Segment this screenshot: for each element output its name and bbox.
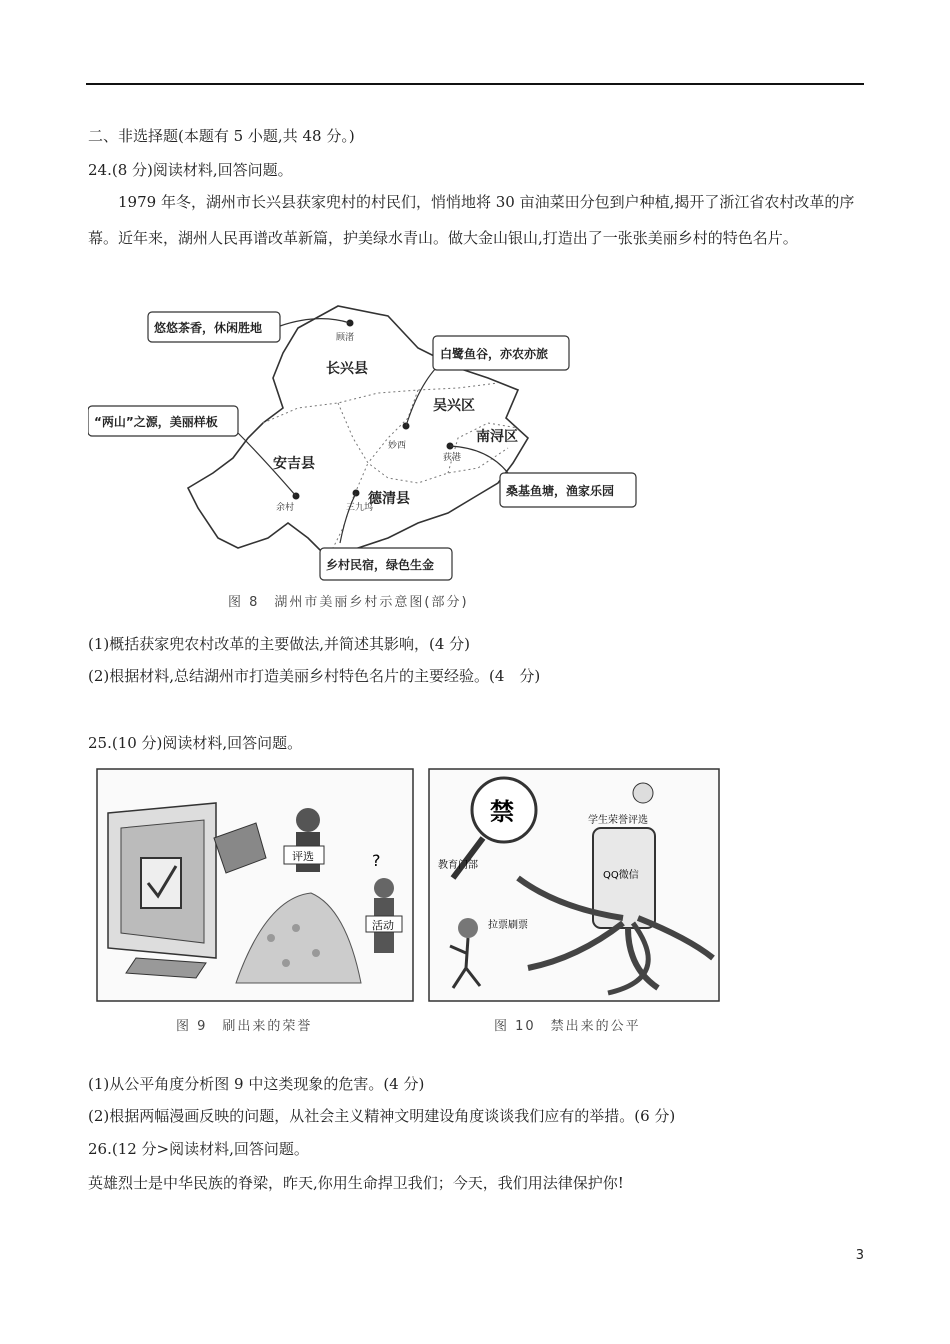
place-digang: 荻港 bbox=[443, 453, 462, 463]
place-sanjiuwu: 三九坞 bbox=[346, 503, 374, 513]
region-changxing: 长兴县 bbox=[326, 361, 368, 377]
q24-title: 24.(8 分)阅读材料,回答问题。 bbox=[88, 161, 293, 179]
cartoon-fig9 bbox=[96, 768, 414, 1042]
fig10-label-lapiao: 拉票刷票 bbox=[488, 920, 528, 931]
box-guzhu: 悠悠茶香，休闲胜地 bbox=[154, 321, 263, 335]
header-rule bbox=[86, 83, 864, 85]
q25-sub2: (2)根据两幅漫画反映的问题，从社会主义精神文明建设角度谈谈我们应有的举措。(6 分) bbox=[88, 1107, 676, 1125]
map-caption: 图 8 湖州市美丽乡村示意图(部分) bbox=[228, 595, 469, 610]
fig9-label-huodong: 活动 bbox=[372, 919, 394, 932]
region-deqing: 德清县 bbox=[368, 491, 410, 507]
fig10-caption: 图 10 禁出来的公平 bbox=[494, 1019, 641, 1034]
box-sanjiuwu: 乡村民宿，绿色生金 bbox=[326, 558, 435, 572]
fig9-label-pingxuan: 评选 bbox=[292, 850, 314, 863]
q25-title: 25.(10 分)阅读材料,回答问题。 bbox=[88, 734, 303, 752]
q25-sub1: (1)从公平角度分析图 9 中这类现象的危害。(4 分) bbox=[88, 1075, 425, 1093]
region-wuxing: 吴兴区 bbox=[433, 398, 475, 414]
fig10-label-jiaoyubu: 教育门部 bbox=[438, 860, 478, 871]
region-anji: 安吉县 bbox=[273, 456, 315, 472]
q26-title: 26.(12 分>阅读材料,回答问题。 bbox=[88, 1140, 309, 1158]
box-miaoxi: 白鹭鱼谷，亦农亦旅 bbox=[440, 347, 549, 361]
fig10-label-honor: 学生荣誉评选 bbox=[588, 815, 648, 826]
map-figure bbox=[88, 298, 648, 622]
box-yucun: “两山”之源，美丽样板 bbox=[94, 415, 218, 429]
page-number: 3 bbox=[855, 1248, 864, 1263]
q24-paragraph: 1979 年冬，湖州市长兴县获家兜村的村民们，悄悄地将 30 亩油菜田分包到户种植,揭开了浙江省农村改革的序幕。近年来，湖州人民再谱改革新篇，护美绿水青山。做大金山银山,打造出了一张张美丽乡村的特色名片。 bbox=[88, 193, 855, 247]
fig10-label-qqwechat: QQ微信 bbox=[603, 870, 639, 881]
fig9-caption: 图 9 刷出来的荣誉 bbox=[176, 1019, 313, 1034]
q26-text: 英雄烈士是中华民族的脊梁，昨天,你用生命捍卫我们；今天，我们用法律保护你! bbox=[88, 1174, 624, 1192]
place-guzhu: 顾渚 bbox=[336, 333, 355, 343]
fig9-label-question: ? bbox=[372, 851, 381, 870]
place-yucun: 余村 bbox=[276, 503, 295, 513]
place-miaoxi: 妙西 bbox=[388, 441, 407, 451]
section-header: 二、非选择题(本题有 5 小题,共 48 分。) bbox=[88, 127, 355, 145]
q24-sub2: (2)根据材料,总结湖州市打造美丽乡村特色名片的主要经验。(4 分) bbox=[88, 667, 541, 685]
fig10-label-jin: 禁 bbox=[490, 798, 514, 826]
region-nanxun: 南浔区 bbox=[476, 429, 518, 445]
cartoon-fig10 bbox=[428, 768, 720, 1042]
q24-sub1: (1)概括获家兜农村改革的主要做法,并简述其影响，(4 分) bbox=[88, 635, 471, 653]
box-digang: 桑基鱼塘，渔家乐园 bbox=[506, 484, 615, 498]
